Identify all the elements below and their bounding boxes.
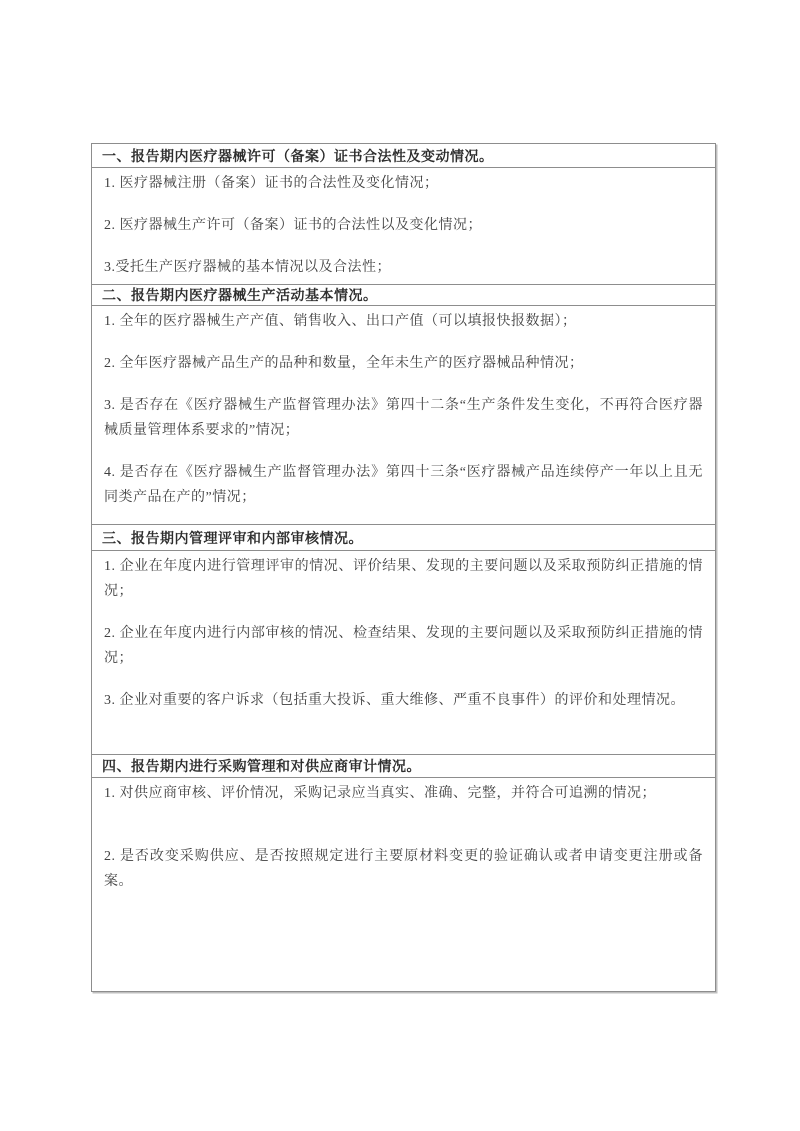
section-3-item-1: 1. 企业在年度内进行管理评审的情况、评价结果、发现的主要问题以及采取预防纠正措施的情况； [104,559,703,599]
section-2-item-4: 4. 是否存在《医疗器械生产监督管理办法》第四十三条“医疗器械产品连续停产一年以上且无同类产品在产的”情况； [104,465,703,505]
section-3-body [92,550,715,754]
section-3-title: 三、报告期内管理评审和内部审核情况。 [102,531,363,547]
section-1-item-3: 3.受托生产医疗器械的基本情况以及合法性； [104,260,391,275]
section-1-item-1: 1. 医疗器械注册（备案）证书的合法性及变化情况； [104,176,439,191]
section-3-header-row [92,524,715,550]
section-3-item-3: 3. 企业对重要的客户诉求（包括重大投诉、重大维修、严重不良事件）的评价和处理情况。 [104,693,685,708]
section-2-item-1: 1. 全年的医疗器械生产产值、销售收入、出口产值（可以填报快报数据）； [104,314,577,329]
section-1-item-2: 2. 医疗器械生产许可（备案）证书的合法性以及变化情况； [104,218,482,233]
section-4-item-2: 2. 是否改变采购供应、是否按照规定进行主要原材料变更的验证确认或者申请变更注册或备案。 [104,849,703,889]
section-4-item-1: 1. 对供应商审核、评价情况，采购记录应当真实、准确、完整，并符合可追溯的情况； [104,786,656,801]
report-table [91,143,716,992]
section-2-item-3: 3. 是否存在《医疗器械生产监督管理办法》第四十二条“生产条件发生变化，不再符合医疗器械质量管理体系要求的”情况； [104,398,703,438]
section-2-body [92,305,715,524]
section-1-body [92,167,715,284]
section-4-body [92,777,715,991]
section-4-header-row [92,754,715,777]
section-1-header-row [92,144,715,167]
section-2-item-2: 2. 全年医疗器械产品生产的品种和数量，全年未生产的医疗器械品种情况； [104,356,584,371]
section-2-title: 二、报告期内医疗器械生产活动基本情况。 [102,289,378,304]
section-4-title: 四、报告期内进行采购管理和对供应商审计情况。 [102,760,421,775]
section-3-item-2: 2. 企业在年度内进行内部审核的情况、检查结果、发现的主要问题以及采取预防纠正措施的情况； [104,626,703,666]
section-2-header-row [92,284,715,305]
section-1-title: 一、报告期内医疗器械许可（备案）证书合法性及变动情况。 [102,149,494,165]
